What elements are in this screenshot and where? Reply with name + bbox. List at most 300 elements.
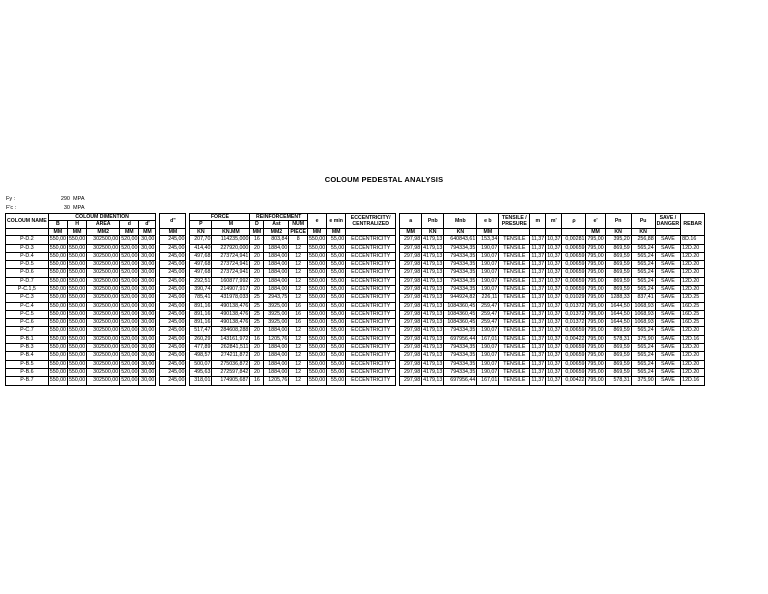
table-cell: 214907,917 (212, 286, 250, 294)
table-cell: 550,00 (49, 294, 66, 301)
table-cell: 869,59 (605, 269, 631, 277)
table-cell: 4179,13 (423, 294, 443, 301)
table-cell: 302500,00 (87, 252, 120, 260)
table-cell: 0,00659 (562, 244, 586, 252)
table-cell: TENSILE (499, 294, 530, 302)
table-cell: 795,00 (587, 294, 604, 301)
table-cell: 565,24 (631, 286, 655, 294)
table-cell: 11,37 (531, 377, 545, 384)
table-cell: 1644,50 (605, 319, 631, 327)
table-cell: 4179,13 (423, 310, 443, 317)
table-cell: 153,34 (477, 236, 499, 244)
table-cell: 10,37 (547, 335, 561, 342)
table-cell: 10,37 (547, 302, 561, 309)
table-cell: 0,00281 (562, 236, 586, 244)
table-cell: 1068,93 (631, 310, 655, 318)
table-cell: 55,00 (327, 310, 346, 318)
table-cell: ECCENTRICITY (346, 277, 396, 285)
table-cell: 297,98 (400, 236, 422, 244)
table-cell: 16 (289, 310, 308, 318)
property-row (6, 204, 85, 213)
table-cell: 297,98 (400, 352, 422, 360)
table-cell: 1288,33 (605, 294, 631, 302)
table-cell: 1884,00 (264, 277, 289, 285)
table-cell: SAVE (655, 286, 680, 294)
table-cell: 565,24 (631, 368, 655, 376)
unit-cell: KN (190, 228, 212, 235)
table-row (6, 269, 705, 277)
table-cell: 292,51 (190, 277, 212, 285)
table-cell: 245,00 (160, 327, 186, 335)
table-cell: 550,00 (68, 269, 86, 276)
table-cell: 795,00 (587, 252, 604, 259)
table-cell: ECCENTRICITY (346, 302, 396, 310)
unit-cell: MM (400, 228, 422, 235)
table-cell: 795,00 (587, 360, 604, 367)
table-cell: 550,00 (308, 236, 326, 243)
table-cell: 12D.20 (681, 286, 705, 294)
table-cell: 30,00 (139, 252, 156, 260)
table-cell: 550,00 (308, 352, 326, 359)
table-cell: SAVE (655, 294, 680, 302)
table-cell: 837,41 (631, 294, 655, 302)
table-cell: 10,37 (547, 236, 561, 243)
unit-cell: MM (160, 228, 186, 235)
table-cell: 318,01 (190, 377, 212, 385)
table-cell: 25 (250, 319, 264, 327)
table-cell: SAVE (655, 302, 680, 310)
table-cell: 0,00659 (562, 368, 586, 376)
table-cell: 302500,00 (87, 277, 120, 285)
table-cell: 869,59 (605, 368, 631, 376)
table-cell: P-B.6 (6, 368, 49, 376)
table-cell: 55,00 (327, 294, 346, 302)
table-cell: 1884,00 (264, 368, 289, 376)
table-cell: TENSILE (499, 377, 530, 385)
table-cell: P-C.1,5 (6, 286, 49, 294)
page-title: COLOUM PEDESTAL ANALYSIS (324, 175, 444, 184)
table-row (6, 294, 705, 302)
analysis-table (5, 213, 705, 386)
table-cell: 1884,00 (264, 327, 289, 335)
table-cell: 0,00659 (562, 327, 586, 335)
table-cell: 944924,82 (444, 294, 477, 302)
table-cell: 794334,35 (444, 286, 477, 294)
table-cell: 10,37 (547, 294, 561, 301)
table-cell: 498,57 (190, 352, 212, 360)
table-cell: 4179,13 (423, 335, 443, 342)
table-cell: 0,00659 (562, 352, 586, 360)
table-cell: 30,00 (139, 344, 156, 352)
table-cell: 297,98 (400, 368, 422, 376)
table-cell: 565,24 (631, 277, 655, 285)
table-cell: 12D.20 (681, 352, 705, 360)
table-cell: 520,00 (121, 294, 138, 301)
table-cell: 55,00 (327, 244, 346, 252)
table-cell: ECCENTRICITY (346, 344, 396, 352)
table-cell: 3925,00 (264, 319, 289, 327)
table-cell: TENSILE (499, 335, 530, 343)
table-cell: 500,07 (190, 360, 212, 368)
table-cell: ECCENTRICITY (346, 368, 396, 376)
col-ast: Ast (264, 221, 289, 228)
table-cell: 10,37 (547, 244, 561, 251)
table-cell: 297,98 (400, 286, 422, 294)
table-cell: 4179,13 (423, 302, 443, 309)
table-cell: 565,24 (631, 352, 655, 360)
table-cell: 795,00 (587, 286, 604, 292)
table-cell: 245,00 (160, 310, 186, 318)
table-cell: 11,37 (531, 360, 545, 367)
table-cell: 550,00 (68, 368, 86, 375)
property-label: F'c : (6, 205, 17, 211)
table-cell: 1884,00 (264, 244, 289, 252)
col-m1: m' (546, 214, 562, 229)
table-cell: 297,98 (400, 327, 422, 335)
table-cell: TENSILE (499, 344, 530, 352)
table-cell: 869,59 (605, 352, 631, 360)
table-cell: 245,00 (160, 319, 186, 327)
table-cell: 227920,000 (212, 244, 250, 252)
table-cell: 520,00 (121, 368, 138, 375)
table-cell: 262841,511 (212, 344, 250, 352)
unit-cell: MM (139, 228, 156, 235)
table-cell: 550,00 (49, 344, 66, 351)
table-cell: 869,59 (605, 252, 631, 260)
table-cell: 550,00 (68, 344, 86, 351)
table-cell: 55,00 (327, 236, 346, 244)
table-cell: 30,00 (139, 286, 156, 294)
table-cell: 794334,35 (444, 352, 477, 360)
table-cell: 565,24 (631, 269, 655, 277)
table-cell: 207,70 (190, 236, 212, 244)
table-cell: 10,37 (547, 310, 561, 317)
table-cell: 1068,93 (631, 302, 655, 310)
col-p: P (190, 221, 212, 228)
table-cell: 30,00 (139, 302, 156, 310)
table-cell: 12D.20 (681, 327, 705, 335)
table-cell: 550,00 (68, 302, 86, 309)
table-cell: 550,00 (308, 319, 326, 326)
table-cell: 12D.16 (681, 335, 705, 343)
table-row (6, 327, 705, 335)
table-cell: 245,00 (160, 286, 186, 294)
table-cell: 794334,35 (444, 327, 477, 335)
table-cell: 4179,13 (423, 252, 443, 259)
table-cell: 477,89 (190, 344, 212, 352)
table-cell: 550,00 (68, 244, 86, 251)
table-row (6, 335, 705, 343)
table-cell: 550,00 (308, 310, 326, 317)
table-row (6, 261, 705, 269)
unit-cell: MM (477, 228, 499, 235)
table-cell: 497,68 (190, 252, 212, 260)
table-cell: 30,00 (139, 327, 156, 335)
table-cell: 2943,75 (264, 294, 289, 302)
table-cell: 297,98 (400, 319, 422, 327)
table-cell: 174905,687 (212, 377, 250, 385)
table-cell: 55,00 (327, 302, 346, 310)
table-cell: 794334,35 (444, 269, 477, 277)
table-cell: 550,00 (308, 377, 326, 384)
table-cell: 4179,13 (423, 327, 443, 334)
table-cell: 12 (289, 327, 308, 335)
property-row (6, 195, 85, 204)
table-cell: 1084360,45 (444, 310, 477, 318)
table-cell: 16D.25 (681, 302, 705, 310)
table-cell: 414,40 (190, 244, 212, 252)
table-cell: 190,07 (477, 327, 499, 335)
table-cell: 12 (289, 352, 308, 360)
table-cell: ECCENTRICITY (346, 269, 396, 277)
table-cell: 302500,00 (87, 244, 120, 252)
table-cell: 12D.25 (681, 294, 705, 302)
table-cell: 302500,00 (87, 286, 120, 294)
table-cell: 1884,00 (264, 261, 289, 269)
table-cell: 190,07 (477, 261, 499, 269)
table-cell: 245,00 (160, 302, 186, 310)
table-cell: TENSILE (499, 352, 530, 360)
table-cell: 794334,35 (444, 277, 477, 285)
table-cell: 869,59 (605, 277, 631, 285)
table-cell: ECCENTRICITY (346, 286, 396, 294)
table-cell: 273724,941 (212, 252, 250, 260)
table-cell: TENSILE (499, 319, 530, 327)
table-cell: 390,74 (190, 286, 212, 294)
table-cell: SAVE (655, 244, 680, 252)
table-cell: 550,00 (49, 261, 66, 268)
table-cell: 550,00 (308, 344, 326, 351)
unit-cell: MM (250, 228, 264, 235)
table-cell: 550,00 (49, 327, 66, 334)
unit-cell: MM (67, 228, 86, 235)
table-cell: 550,00 (68, 352, 86, 359)
table-cell: 55,00 (327, 327, 346, 335)
table-cell: 16D.25 (681, 310, 705, 318)
table-row (6, 360, 705, 368)
table-cell: 550,00 (68, 236, 86, 243)
table-cell: 55,00 (327, 360, 346, 368)
table-cell: TENSILE (499, 269, 530, 277)
table-cell: 20 (250, 352, 264, 360)
table-cell: 11,37 (531, 236, 545, 243)
table-cell: 520,00 (121, 335, 138, 342)
table-cell: 891,16 (190, 310, 212, 318)
unit-cell: KN (605, 228, 631, 235)
table-cell: 4179,13 (423, 344, 443, 351)
table-cell: 4179,13 (423, 377, 443, 384)
table-cell: 16 (250, 335, 264, 343)
table-cell: 795,00 (587, 236, 604, 243)
table-cell: SAVE (655, 261, 680, 269)
table-cell: 1068,93 (631, 319, 655, 327)
table-cell: 245,00 (160, 261, 186, 269)
table-cell: 20 (250, 252, 264, 260)
unit-cell: MM2 (264, 228, 289, 235)
table-cell: 20 (250, 327, 264, 335)
table-cell: P-D.5 (6, 261, 49, 269)
table-cell: 302500,00 (87, 360, 120, 368)
unit-cell: MM (48, 228, 67, 235)
col-m: m (530, 214, 546, 229)
table-cell: 795,00 (587, 277, 604, 284)
table-cell: 20 (250, 286, 264, 294)
table-row (6, 244, 705, 252)
table-cell: P-D.4 (6, 252, 49, 260)
col-e: e (307, 214, 326, 229)
table-cell: 565,24 (631, 261, 655, 269)
table-cell: 297,98 (400, 335, 422, 343)
material-properties (6, 195, 85, 213)
table-cell: ECCENTRICITY (346, 360, 396, 368)
table-cell: 11,37 (531, 269, 545, 276)
table-cell: 245,00 (160, 335, 186, 343)
table-cell: 20 (250, 277, 264, 285)
table-cell: 256,88 (631, 236, 655, 244)
table-cell: 550,00 (68, 319, 86, 326)
table-cell: SAVE (655, 335, 680, 343)
table-cell: 794334,35 (444, 261, 477, 269)
table-cell: 30,00 (139, 368, 156, 376)
col-mnb: Mnb (444, 214, 477, 229)
table-cell: P-B.1 (6, 335, 49, 343)
table-cell: 4179,13 (423, 236, 443, 243)
table-cell: 3925,00 (264, 310, 289, 318)
table-cell: 11,37 (531, 368, 545, 375)
table-cell: 297,98 (400, 244, 422, 252)
table-cell: 11,37 (531, 277, 545, 284)
table-cell: 550,00 (68, 310, 86, 317)
col-rebar: REBAR (681, 214, 705, 236)
table-cell: ECCENTRICITY (346, 294, 396, 302)
table-cell: 550,00 (68, 261, 86, 268)
col-eccentricity: ECCENTRICITY/ CENTRALIZED (346, 214, 396, 229)
table-cell: SAVE (655, 236, 680, 244)
table-cell: 490138,476 (212, 310, 250, 318)
table-cell: P-C.5 (6, 310, 49, 318)
table-cell: 490138,476 (212, 319, 250, 327)
table-cell: 4179,13 (423, 261, 443, 268)
table-cell: 245,00 (160, 360, 186, 368)
table-cell: 30,00 (139, 244, 156, 252)
table-cell: 10,37 (547, 352, 561, 359)
table-cell: 550,00 (308, 335, 326, 342)
table-cell: TENSILE (499, 277, 530, 285)
table-cell: 259,47 (477, 319, 499, 327)
table-cell: 167,01 (477, 377, 499, 385)
table-cell: 8 (289, 236, 308, 244)
table-cell: 30,00 (139, 319, 156, 327)
table-cell: 795,00 (587, 319, 604, 326)
table-cell: 10,37 (547, 269, 561, 276)
table-cell: 284608,288 (212, 327, 250, 335)
table-cell: 794334,35 (444, 368, 477, 376)
table-cell: 0,00659 (562, 269, 586, 277)
table-cell: 794334,35 (444, 252, 477, 260)
table-cell: 550,00 (49, 377, 66, 384)
table-cell: 520,00 (121, 327, 138, 334)
col-a: a (400, 214, 422, 229)
table-cell: 1884,00 (264, 286, 289, 294)
table-cell: 302500,00 (87, 327, 120, 335)
table-cell: 12 (289, 277, 308, 285)
table-cell: 297,98 (400, 269, 422, 277)
table-cell: 114235,000 (212, 236, 250, 244)
table-cell: 302500,00 (87, 335, 120, 343)
table-cell: 550,00 (308, 252, 326, 259)
property-label: Fy : (6, 196, 16, 202)
col-h: H (67, 221, 86, 228)
table-row (6, 277, 705, 285)
table-cell: SAVE (655, 368, 680, 376)
table-cell: P-D.7 (6, 277, 49, 285)
table-cell: 869,59 (605, 360, 631, 368)
table-cell: 550,00 (49, 277, 66, 284)
table-cell: 10,37 (547, 319, 561, 326)
table-cell: 565,24 (631, 360, 655, 368)
table-cell: 550,00 (49, 352, 66, 359)
table-cell: 520,00 (121, 377, 138, 384)
table-row (6, 352, 705, 360)
table-cell: 12 (289, 360, 308, 368)
table-cell: 297,98 (400, 344, 422, 352)
property-unit: MPA (73, 196, 85, 202)
table-cell: SAVE (655, 377, 680, 385)
table-cell: 565,24 (631, 344, 655, 352)
table-cell: 697956,44 (444, 377, 477, 385)
table-cell: 1084360,45 (444, 302, 477, 310)
table-cell: 30,00 (139, 335, 156, 343)
table-cell: 55,00 (327, 319, 346, 327)
table-cell: 10,37 (547, 344, 561, 351)
table-cell: 795,00 (587, 335, 604, 342)
table-cell: 550,00 (49, 360, 66, 367)
table-cell: SAVE (655, 327, 680, 335)
table-cell: 245,00 (160, 377, 186, 385)
table-cell: 11,37 (531, 335, 545, 342)
table-cell: 12D.20 (681, 252, 705, 260)
table-cell: 10,37 (547, 261, 561, 268)
header-row-units (6, 228, 705, 235)
table-cell: 550,00 (49, 310, 66, 317)
table-cell: 190,07 (477, 352, 499, 360)
table-cell: 272597,842 (212, 368, 250, 376)
table-cell: 0,00659 (562, 252, 586, 260)
table-cell: 869,59 (605, 261, 631, 269)
table-cell: 697956,44 (444, 335, 477, 343)
table-cell: 12 (289, 269, 308, 277)
table-cell: 891,16 (190, 319, 212, 327)
table-cell: 10,37 (547, 377, 561, 384)
table-cell: 795,00 (587, 269, 604, 276)
table-cell: 55,00 (327, 377, 346, 385)
table-cell: 375,90 (631, 377, 655, 385)
table-cell: 297,98 (400, 302, 422, 310)
table-cell: 795,00 (587, 368, 604, 375)
table-cell: 12 (289, 377, 308, 385)
table-cell: 4179,13 (423, 244, 443, 251)
col-coloum-dimention: COLOUM DIMENTION (48, 214, 156, 221)
table-cell: 273724,941 (212, 261, 250, 269)
table-cell: 30,00 (139, 261, 156, 269)
table-cell: 11,37 (531, 261, 545, 268)
header-row-group (6, 214, 705, 221)
table-cell: 1205,76 (264, 335, 289, 343)
table-cell: 550,00 (49, 319, 66, 326)
unit-cell: KN (444, 228, 477, 235)
table-cell: 10,37 (547, 368, 561, 375)
table-cell: 11,37 (531, 319, 545, 326)
